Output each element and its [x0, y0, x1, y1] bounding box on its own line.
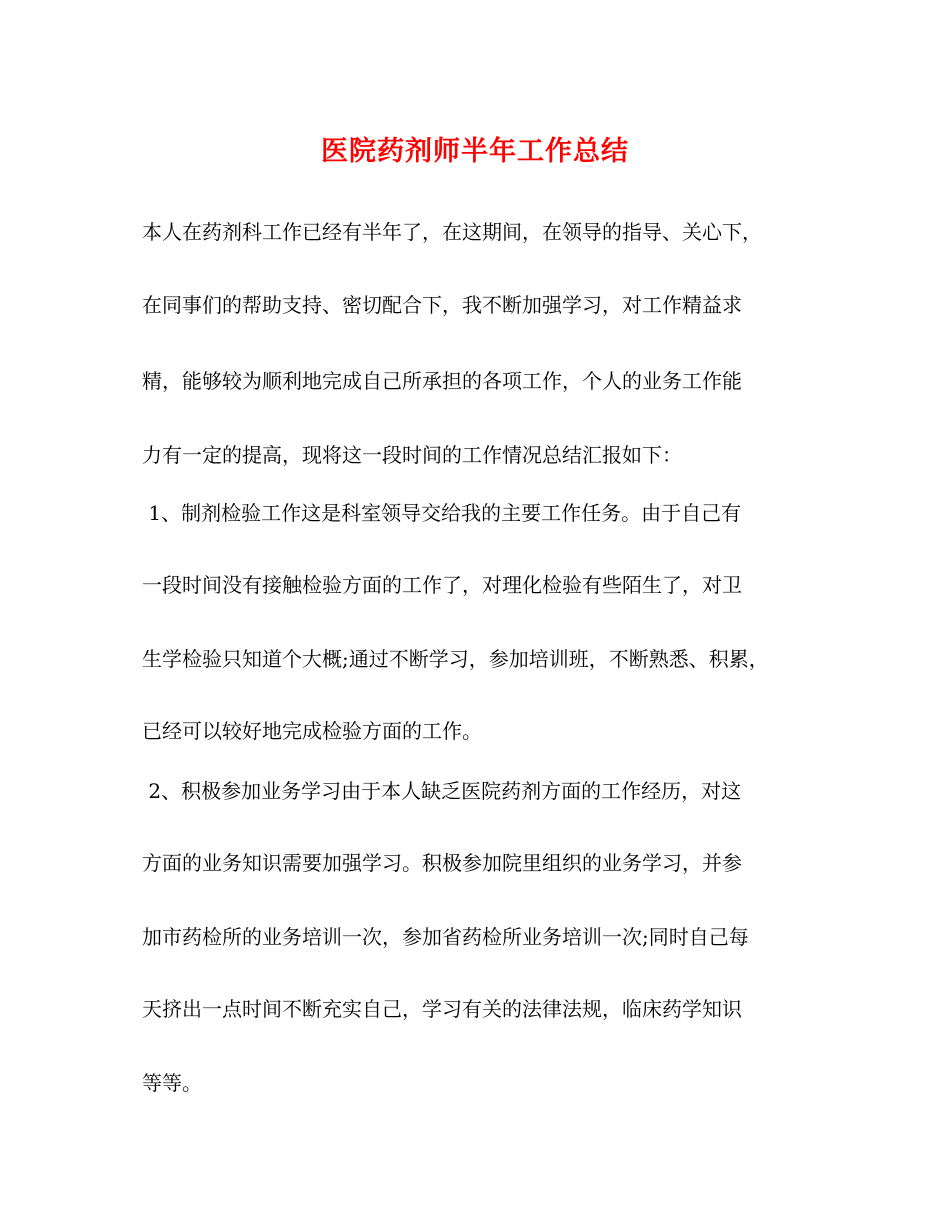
body-line: 1、制剂检验工作这是科室领导交给我的主要工作任务。由于自己有 [142, 501, 742, 525]
document-title: 医院药剂师半年工作总结 [321, 136, 629, 167]
body-line: 精，能够较为顺利地完成自己所承担的各项工作，个人的业务工作能 [142, 369, 742, 393]
body-line: 生学检验只知道个大概;通过不断学习，参加培训班，不断熟悉、积累， [142, 647, 769, 671]
body-line: 方面的业务知识需要加强学习。积极参加院里组织的业务学习，并参 [142, 851, 742, 875]
body-line: 已经可以较好地完成检验方面的工作。 [142, 719, 482, 743]
body-line: 等等。 [142, 1071, 202, 1095]
body-line: 加市药检所的业务培训一次，参加省药检所业务培训一次;同时自己每 [142, 925, 749, 949]
body-line: 在同事们的帮助支持、密切配合下，我不断加强学习，对工作精益求 [142, 293, 742, 317]
body-line: 力有一定的提高，现将这一段时间的工作情况总结汇报如下： [142, 443, 682, 467]
body-line: 一段时间没有接触检验方面的工作了，对理化检验有些陌生了，对卫 [142, 573, 742, 597]
body-line: 2、积极参加业务学习由于本人缺乏医院药剂方面的工作经历，对这 [142, 779, 742, 803]
body-line: 本人在药剂科工作已经有半年了，在这期间，在领导的指导、关心下， [142, 220, 762, 244]
body-line: 天挤出一点时间不断充实自己，学习有关的法律法规，临床药学知识 [142, 997, 742, 1021]
